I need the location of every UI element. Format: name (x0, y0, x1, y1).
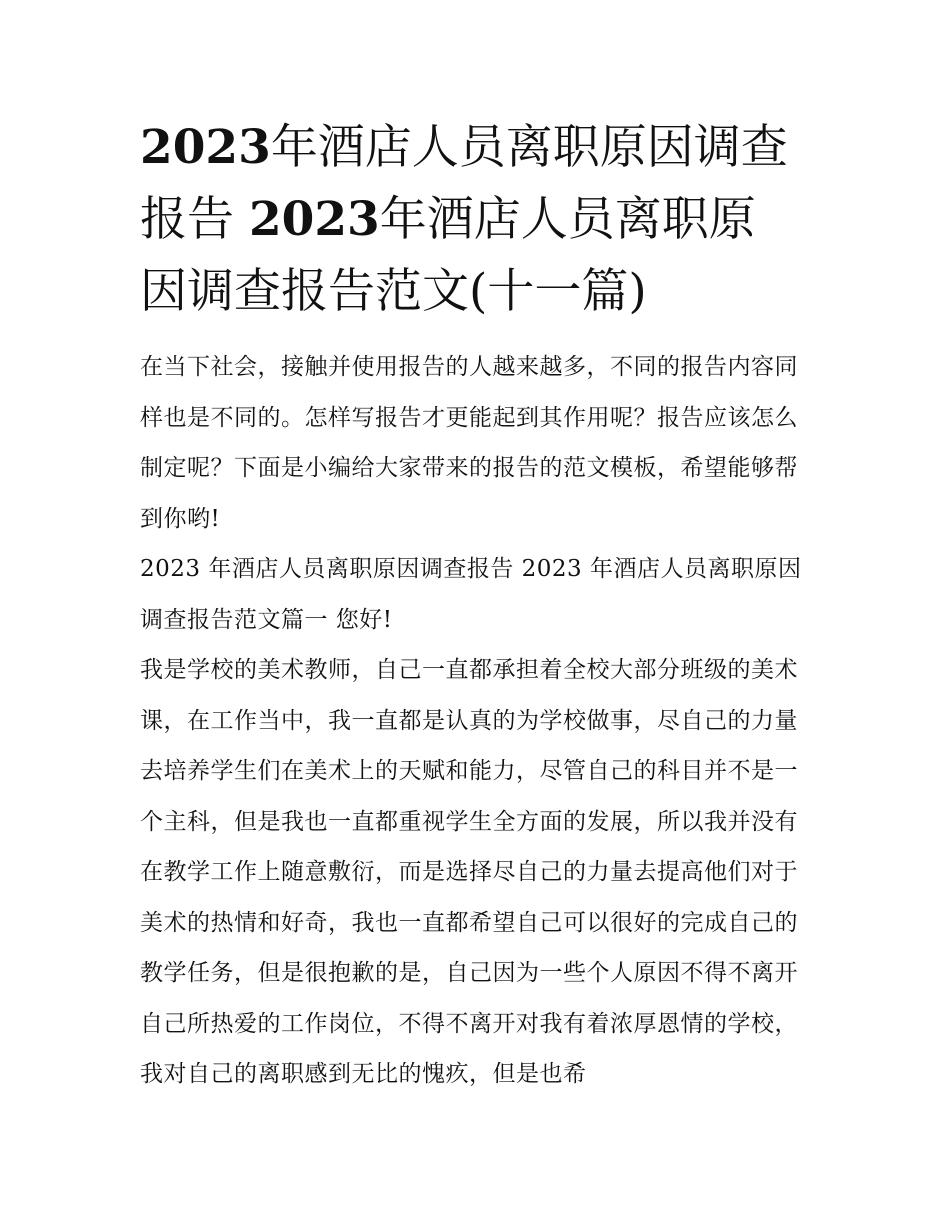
title-text-3: 因调查报告范文(十一篇) (140, 264, 647, 319)
title-year-1: 2023 (140, 120, 271, 175)
title-text-1: 年酒店人员离职原因调查 (270, 120, 788, 175)
title-text-2: 报告 (140, 192, 249, 247)
body-paragraph: 我是学校的美术教师，自己一直都承担着全校大部分班级的美术课，在工作当中，我一直都是认真的为学校做事，尽自己的力量去培养学生们在美术上的天赋和能力，尽管自己的科目并不是一个主科，但是我也一直都重视学生全方面的发展，所以我并没有在教学工作上随意敷衍，而是选择尽自己的力量去提高他们对于美术的热情和好奇，我也一直都希望自己可以很好的完成自己的教学任务，但是很抱歉的是，自己因为一些个人原因不得不离开自己所热爱的工作岗位，不得不离开对我有着浓厚恩情的学校，我对自己的离职感到无比的愧疚，但是也希 (140, 657, 798, 1087)
document-page (140, 112, 812, 1100)
title-text-2b: 年酒店人员离职原 (379, 192, 756, 247)
title-year-2: 2023 (248, 192, 380, 247)
intro-paragraph: 在当下社会，接触并使用报告的人越来越多，不同的报告内容同样也是不同的。怎样写报告才更能起到其作用呢？报告应该怎么制定呢？下面是小编给大家带来的报告的范文模板，希望能够帮到你哟! (140, 354, 798, 532)
section-heading: 2023 年酒店人员离职原因调查报告 2023 年酒店人员离职原因调查报告范文篇一 您好! (140, 556, 802, 633)
document-title (140, 112, 812, 328)
